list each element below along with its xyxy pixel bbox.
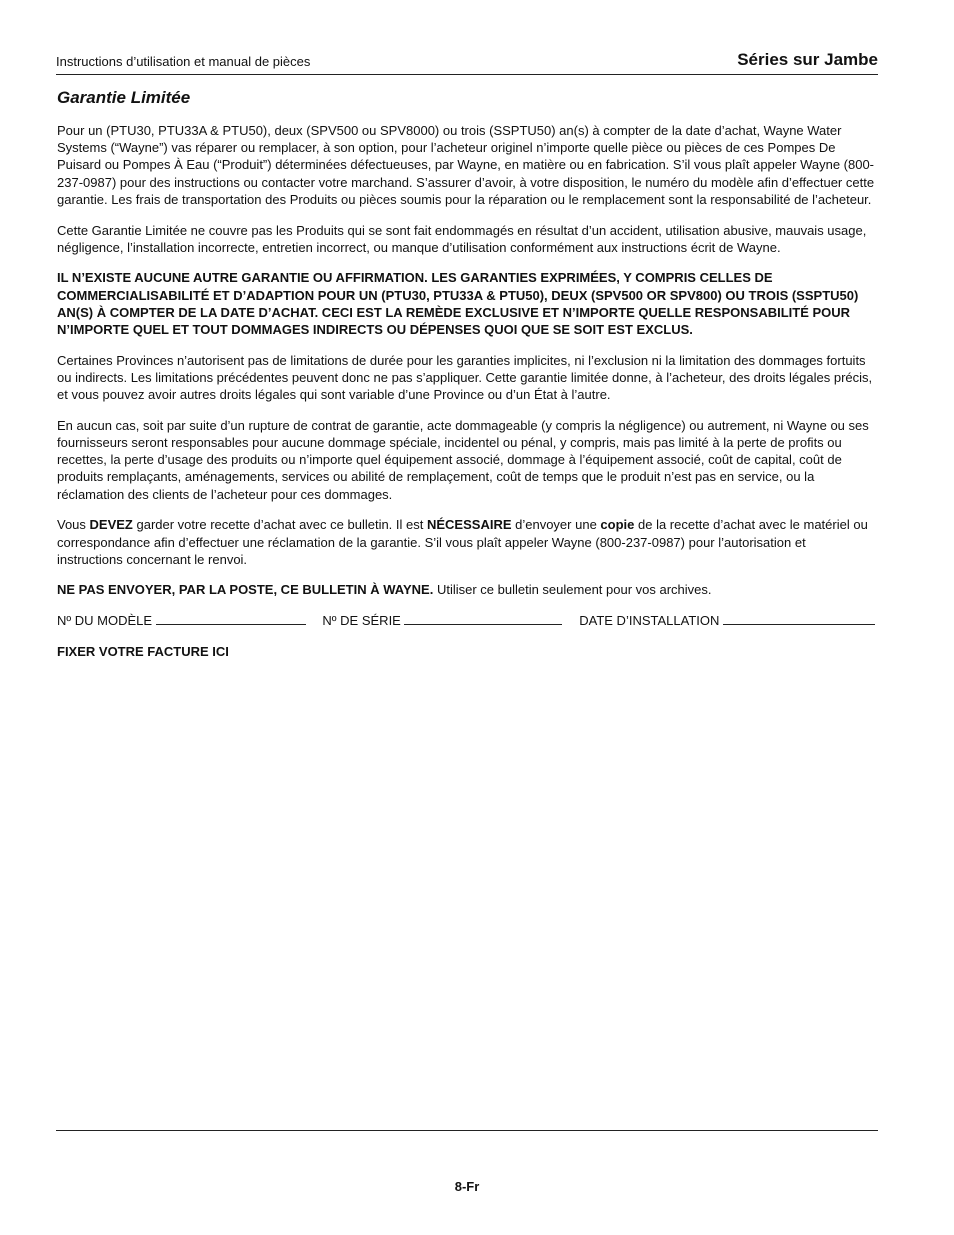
receipt-requirement-paragraph bbox=[57, 516, 875, 568]
mail-notice-instruction: Utiliser ce bulletin seulement pour vos archives. bbox=[433, 582, 712, 598]
receipt-emphasis-copy: copie bbox=[600, 517, 635, 533]
mail-notice bbox=[57, 581, 875, 598]
warranty-exclusions-paragraph: Cette Garantie Limitée ne couvre pas les Produits qui se sont fait endommagés en résultat d’un accident, utilisation abusive, mauvais usage, négligence, l’installation incorrecte, entretien incorrect, ou manque d’utilisation conformément aux instructions écrit de Wayne. bbox=[57, 222, 867, 255]
invoice-attach-label: FIXER VOTRE FACTURE ICI bbox=[57, 643, 229, 659]
receipt-text-3: d’envoyer une bbox=[511, 517, 601, 533]
serial-number-field[interactable] bbox=[322, 612, 562, 629]
model-number-line[interactable] bbox=[156, 612, 306, 625]
provincial-rights-paragraph: Certaines Provinces n’autorisent pas de limitations de durée pour les garanties implicites, ni l’exclusion ni la limitation des dommages fortuits ou indirects. Les limitations précédentes peuvent donc ne pas s’appliquer. Cette garantie limitée donne, à l’acheteur, des droits légales précis, et vous pouvez avoir autres droits légales qui sont variable d’une Province ou d’un État à l’autre. bbox=[57, 352, 873, 403]
installation-date-line[interactable] bbox=[723, 612, 875, 625]
installation-date-field[interactable] bbox=[579, 612, 875, 629]
receipt-text-1: Vous bbox=[57, 517, 90, 533]
liability-limitation-paragraph: En aucun cas, soit par suite d’un rupture de contrat de garantie, acte dommageable (y compris la négligence) ou autrement, ni Wayne ou ses fournisseurs seront responsables pour aucune dommage spéciale, incidentel ou pénal, y compris, mais pas limité à la perte de profits ou recettes, la perte d’usage des produits ou n’importe quel équipement associé, dommage à l’équipement associé, coût de capital, coût de produits remplaçants, aménagements, services ou abilité de remplaçement, coût de temps que le produit n’est pas en service, ou la réclamation des clients de l’acheteur pour ces dommages. bbox=[57, 417, 869, 502]
serial-number-line[interactable] bbox=[404, 612, 562, 625]
document-type-label: Instructions d’utilisation et manual de pièces bbox=[56, 54, 311, 69]
record-fields bbox=[57, 612, 875, 629]
receipt-text-2: garder votre recette d’achat avec ce bulletin. Il est bbox=[132, 517, 427, 533]
page-number: 8-Fr bbox=[454, 1179, 480, 1194]
mail-notice-warning: NE PAS ENVOYER, PAR LA POSTE, CE BULLETIN À WAYNE. bbox=[57, 582, 434, 598]
receipt-emphasis-must: DEVEZ bbox=[89, 517, 133, 533]
receipt-emphasis-necessary: NÉCESSAIRE bbox=[426, 517, 512, 533]
model-number-field[interactable] bbox=[57, 612, 306, 629]
footer-divider bbox=[56, 1130, 878, 1131]
warranty-content bbox=[57, 122, 875, 660]
document-page bbox=[56, 0, 878, 1235]
installation-date-label: DATE D’INSTALLATION bbox=[579, 613, 720, 629]
series-title: Séries sur Jambe bbox=[737, 50, 878, 69]
warranty-coverage-paragraph: Pour un (PTU30, PTU33A & PTU50), deux (SPV500 ou SPV8000) ou trois (SSPTU50) an(s) à compter de la date d’achat, Wayne Water Systems (“Wayne”) vas réparer ou remplacer, à son option, pour l’acheteur originel n’importe quelle pièce ou pièces de ces Pompes De Puisard ou Pompes À Eau (“Produit”) déterminées défectueuses, par Wayne, en matière ou en fabrication. S’il vous plaît appeler Wayne (800-237-0987) pour des instructions ou contacter votre marchand. S’assurer d’avoir, à votre disposition, le numéro du modèle afin d’effectuer cette garantie. Les frais de transportation des Produits ou pièces soumis pour la réparation ou le remplacement sont la responsabilité de l’acheteur. bbox=[57, 123, 875, 207]
receipt-text-4: de la recette d’achat avec le matériel ou correspondance afin d’effectuer une réclamation de la garantie. S’il vous plaît appeler Wayne (800-237-0987) pour l’autorisation et instructions concernant le renvoi. bbox=[57, 517, 868, 567]
warranty-disclaimer-paragraph: IL N’EXISTE AUCUNE AUTRE GARANTIE OU AFFIRMATION. LES GARANTIES EXPRIMÉES, Y COMPRIS CELLES DE COMMERCIALISABILITÉ ET D’ADAPTION POUR UN (PTU30, PTU33A & PTU50), DEUX (SPV500 OR SPV800) OU TROIS (SSPTU50) AN(S) À COMPTER DE LA DATE D’ACHAT. CECI EST LA REMÈDE EXCLUSIVE ET N’IMPORTE QUELLE RESPONSABILITÉ POUR N’IMPORTE QUEL ET TOUT DOMMAGES INDIRECTS OU DÉPENSES QUOI QUE SE SOIT EST EXCLUS. bbox=[57, 270, 859, 338]
serial-number-label: Nº DE SÉRIE bbox=[322, 613, 401, 629]
page-header bbox=[56, 50, 878, 75]
section-title: Garantie Limitée bbox=[57, 88, 191, 107]
model-number-label: Nº DU MODÈLE bbox=[57, 613, 153, 629]
